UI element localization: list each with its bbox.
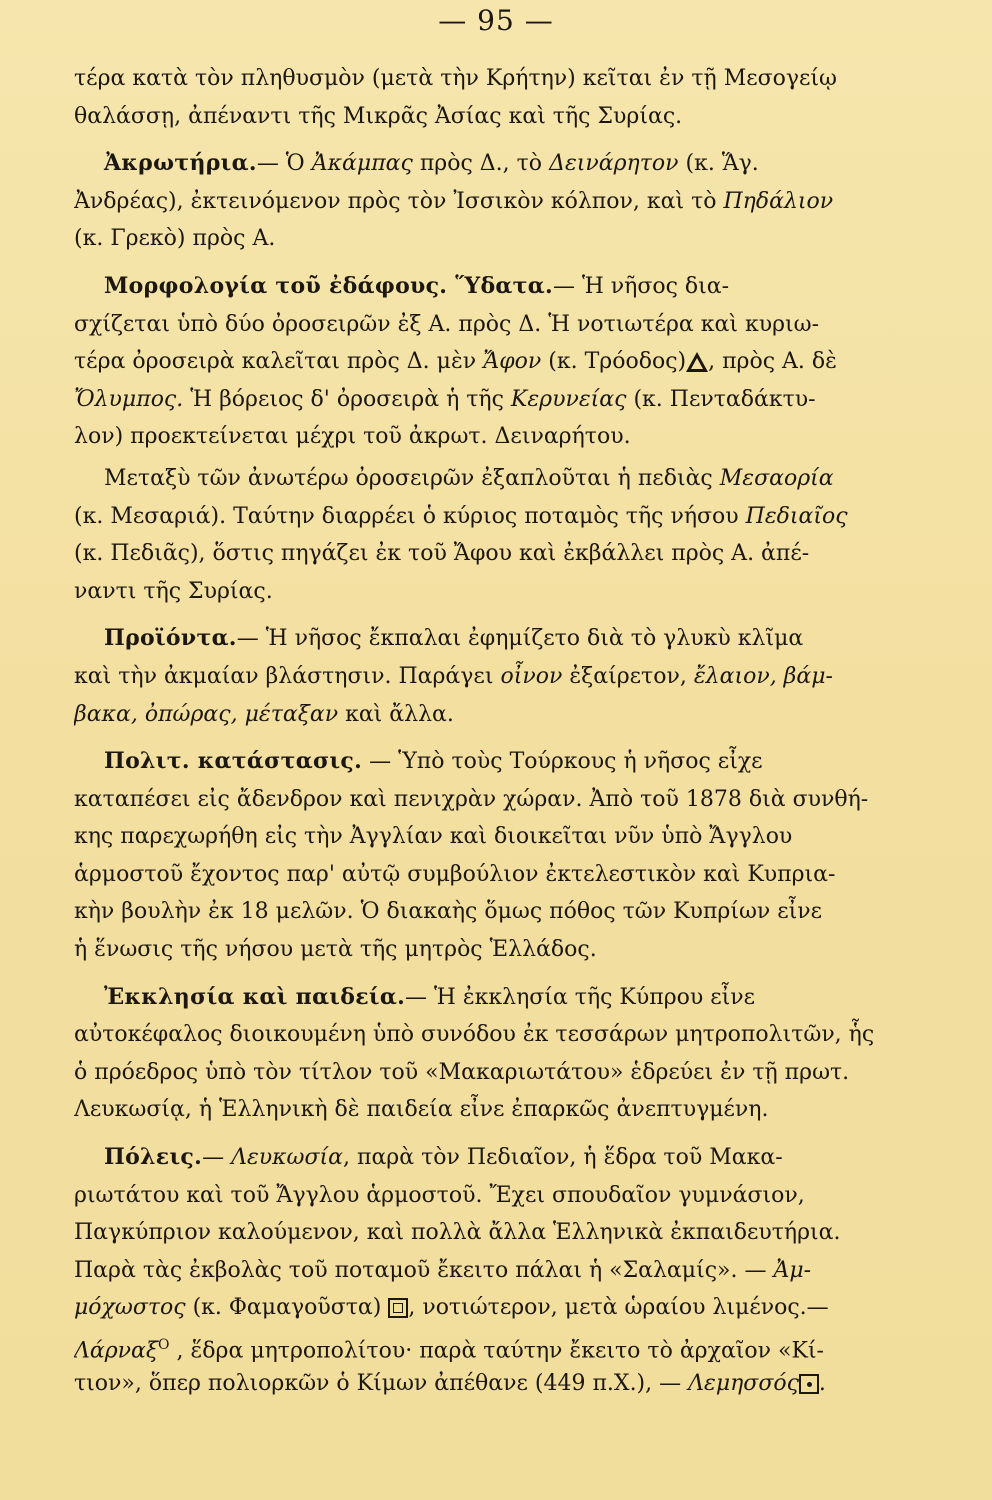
product-name: βακα, ὀπώρας, μέταξαν [74,701,339,727]
products-paragraph-line [74,620,920,658]
plain-paragraph-line [74,460,920,498]
text-line [74,696,920,734]
small-circle-mark: O [158,1337,170,1353]
fortified-port-square-icon [388,1298,408,1318]
text-line: ριωτάτου καὶ τοῦ Ἄγγλου ἁρμοστοῦ. Ἔχει σπουδαῖον γυμνάσιον, [74,1182,805,1208]
text-line: ναντι τῆς Συρίας. [74,578,273,604]
text-span: Μεταξὺ τῶν ἀνωτέρω ὀροσειρῶν ἐξαπλοῦται ἡ πεδιὰς [104,465,720,491]
text-line: ὁ πρόεδρος ὑπὸ τὸν τίτλον τοῦ «Μακαριωτάτου» ἑδρεύει ἐν τῇ πρωτ. [74,1059,850,1085]
cities-paragraph-line [74,1139,920,1177]
text-span: (κ. Ἅγ. [678,151,759,177]
place-name: Μεσαορία [719,465,834,491]
text-line: (κ. Πεδιᾶς), ὅστις πηγάζει ἐκ τοῦ Ἄφου καὶ ἐκβάλλει πρὸς Α. ἀπέ- [74,541,810,567]
text-span: πρὸς Δ., τὸ [412,151,550,177]
text-span: καὶ τὴν ἀκμαίαν βλάστησιν. Παράγει [74,663,501,689]
text-line: καταπέσει εἰς ἄδενδρον καὶ πενιχρὰν χώραν. Ἀπὸ τοῦ 1878 διὰ συνθή- [74,786,869,812]
capes-heading: Ἀκρωτήρια. [104,150,257,177]
place-name: Δεινάρητον [549,151,679,177]
text-span: τιον», ὅπερ πολιορκῶν ὁ Κίμων ἀπέθανε (449 π.Χ.), — [74,1370,689,1396]
text-span: καὶ ἄλλα. [338,701,454,727]
church-paragraph-line [74,979,920,1017]
text-span: , ἕδρα μητροπολίτου· παρὰ ταύτην ἔκειτο τὸ ἀρχαῖον «Κί- [169,1338,824,1364]
place-name: Κερυνείας [510,386,627,412]
text-line: τέρα κατὰ τὸν πληθυσμὸν (μετὰ τὴν Κρήτην) κεῖται ἐν τῇ Μεσογείῳ [74,66,837,91]
products-heading: Προϊόντα. [104,625,237,652]
text-span: — Ὑπὸ τοὺς Τούρκους ἡ νῆσος εἶχε [362,749,763,775]
place-name: Ὄλυμπος. [74,386,184,412]
text-line: λον) προεκτείνεται μέχρι τοῦ ἀκρωτ. Δειναρήτου. [74,424,631,450]
text-span: , νοτιώτερον, μετὰ ὡραίου λιμένος.— [408,1295,829,1321]
city-name: Λάρναξ [74,1338,159,1364]
text-span: , παρὰ τὸν Πεδιαῖον, ἡ ἕδρα τοῦ Μακα- [343,1145,783,1171]
text-span: . [818,1370,826,1396]
city-name: Λευκωσία [231,1145,343,1171]
place-name: Ἀκάμπας [311,151,413,177]
text-line: θαλάσσῃ, ἀπέναντι τῆς Μικρᾶς Ἀσίας καὶ τῆς Συρίας. [74,103,683,129]
text-span: Ἀνδρέας), ἐκτεινόμενον πρὸς τὸν Ἰσσικὸν κόλπον, καὶ τὸ [74,188,724,214]
text-span: — Ἡ ἐκκλησία τῆς Κύπρου εἶνε [405,984,756,1010]
product-name: οἶνον [500,663,563,689]
morphology-paragraph-line [74,268,920,306]
text-span: (κ. Τρόοδος) [541,349,687,375]
bishopric-dotted-square-icon [799,1374,819,1394]
text-span: Παρὰ τὰς ἐκβολὰς τοῦ ποταμοῦ ἔκειτο πάλαι ἡ «Σαλαμίς». — [74,1257,774,1283]
city-name: Ἀμ- [773,1257,812,1283]
city-name: μόχωστος [74,1295,186,1321]
church-heading: Ἐκκλησία καὶ παιδεία. [104,983,406,1010]
text-line [74,1289,920,1327]
text-line: ἡ ἕνωσις τῆς νήσου μετὰ τῆς μητρὸς Ἑλλάδος. [74,937,597,963]
cities-heading: Πόλεις. [104,1144,203,1171]
text-line: ἁρμοστοῦ ἔχοντος παρ' αὐτῷ συμβούλιον ἐκτελεστικὸν καὶ Κυπρια- [74,861,836,887]
text-line: σχίζεται ὑπὸ δύο ὀροσειρῶν ἐξ Α. πρὸς Δ. Ἡ νοτιωτέρα καὶ κυριω- [74,311,820,337]
page-text [74,60,920,1402]
place-name: Ἄφον [483,349,542,375]
text-line: Λευκωσίᾳ, ἡ Ἑλληνικὴ δὲ παιδεία εἶνε ἐπαρκῶς ἀνεπτυγμένη. [74,1097,769,1123]
text-line: κὴν βουλὴν ἐκ 18 μελῶν. Ὁ διακαὴς ὅμως πόθος τῶν Κυπρίων εἶνε [74,899,823,925]
text-span: τέρα ὀροσειρὰ καλεῖται πρὸς Δ. μὲν [74,349,484,375]
text-line [74,498,920,536]
text-line: αὐτοκέφαλος διοικουμένη ὑπὸ συνόδου ἐκ τεσσάρων μητροπολιτῶν, ἧς [74,1022,875,1048]
politics-paragraph-line [74,743,920,781]
text-span: — Ὁ [256,151,312,177]
text-line [74,381,920,419]
text-span: — [202,1145,232,1171]
text-span: , πρὸς Α. δὲ [708,349,837,375]
text-span: — Ἡ νῆσος δια- [552,273,730,299]
text-line: (κ. Γρεκὸ) πρὸς Α. [74,226,276,252]
city-name: Λεμησσός [688,1370,799,1396]
capes-paragraph-line [74,145,920,183]
page-number: — 95 — [438,4,554,37]
mountain-triangle-icon [686,352,708,372]
text-span: (κ. Μεσαριά). Ταύτην διαρρέει ὁ κύριος ποταμὸς τῆς νήσου [74,503,746,529]
product-name: ἔλαιον, βάμ- [693,663,833,689]
text-line [74,658,920,696]
text-line [74,1327,920,1365]
text-span: Ἡ βόρειος δ' ὀροσειρὰ ἡ τῆς [183,386,511,412]
text-line: κης παρεχωρήθη εἰς τὴν Ἀγγλίαν καὶ διοικεῖται νῦν ὑπὸ Ἄγγλου [74,824,793,850]
text-line: Παγκύπριον καλούμενον, καὶ πολλὰ ἄλλα Ἑλληνικὰ ἐκπαιδευτήρια. [74,1220,841,1246]
politics-heading: Πολιτ. κατάστασις. [104,748,363,775]
text-span: (κ. Φαμαγοῦστα) [185,1295,389,1321]
text-line [74,1365,920,1403]
text-span: (κ. Πενταδάκτυ- [626,386,816,412]
text-line [74,1252,920,1290]
morphology-heading: Μορφολογία τοῦ ἐδάφους. Ὕδατα. [104,272,553,299]
text-span: ἐξαίρετον, [562,663,694,689]
text-span: — Ἡ νῆσος ἔκπαλαι ἐφημίζετο διὰ τὸ γλυκὺ κλῖμα [236,626,804,652]
text-line [74,183,920,221]
place-name: Πεδιαῖος [745,503,848,529]
text-line [74,343,920,381]
place-name: Πηδάλιον [723,188,834,214]
